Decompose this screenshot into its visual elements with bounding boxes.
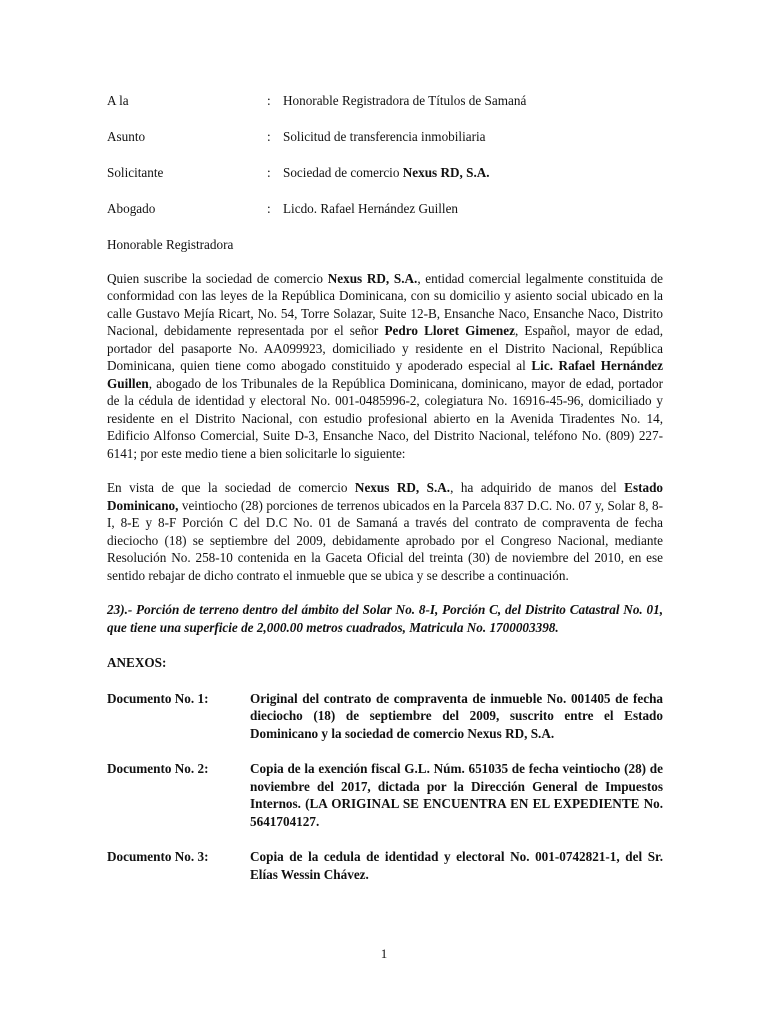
header-value: Solicitud de transferencia inmobiliaria [283, 129, 486, 144]
annex-label: Documento No. 2: [107, 761, 209, 776]
text-run: , Español, mayor de edad, portador del pasaporte No. AA099923, domiciliado y residente en el Distrito Nacional, República Dominicana, quien tiene como abogado constituido y apoderado especial al [107, 323, 663, 373]
salutation: Honorable Registradora [107, 237, 234, 252]
header-row-lawyer [107, 200, 663, 236]
annex-text: Original del contrato de compraventa de inmueble No. 001405 de fecha dieciocho (18) de septiembre del 2009, suscrito entre el Estado Dominicano y la sociedad de comercio Nexus RD, S.A. [250, 690, 663, 741]
header-value: Licdo. Rafael Hernández Guillen [283, 201, 459, 216]
header-colon: : [267, 93, 271, 108]
header-row-applicant [107, 164, 663, 200]
header-label: A la [107, 93, 129, 108]
text-run: Quien suscribe la sociedad de comercio [107, 270, 328, 286]
header-colon: : [267, 129, 271, 144]
header-row-to [107, 92, 663, 128]
bold-run: Nexus RD, S.A. [327, 270, 418, 286]
header-value [283, 164, 663, 182]
body-paragraph-1 [107, 270, 663, 463]
header-label: Asunto [107, 129, 146, 144]
annex-item [107, 760, 663, 830]
annex-label: Documento No. 3: [107, 849, 209, 864]
company-name: Nexus RD, S.A. [402, 165, 490, 180]
body-paragraph-2 [107, 479, 663, 584]
header-label: Abogado [107, 201, 156, 216]
header-label: Solicitante [107, 165, 164, 180]
header-value-text: Sociedad de comercio [283, 165, 403, 180]
text-run: , ha adquirido de manos del [450, 480, 625, 495]
annex-text: Copia de la exención fiscal G.L. Núm. 651035 de fecha veintiocho (28) de noviembre del 2017, dictada por la Dirección General de Impuestos Internos. (LA ORIGINAL SE ENCUENTRA EN EL EXPEDIENTE No. 5641704127. [250, 761, 663, 829]
document-page [107, 92, 663, 883]
annex-label: Documento No. 1: [107, 690, 209, 706]
bold-run: Lic. Rafael Hernández Guillen [107, 358, 663, 391]
header-value: Honorable Registradora de Títulos de Samaná [283, 93, 527, 108]
text-run: , abogado de los Tribunales de la República Dominicana, dominicano, mayor de edad, portador de la cédula de identidad y electoral No. 001-0485996-2, colegiatura No. 16916-45-96, domiciliado y residente en el Distrito Nacional, con estudio profesional abierto en la Avenida Tiradentes No. 14, Edificio Alfonso Comercial, Suite D-3, Ensanche Naco, del Distrito Nacional, teléfono No. (809) 227-6141; por este medio tiene a bien solicitarle lo siguiente: [107, 375, 663, 461]
annex-item [107, 690, 663, 743]
page-number: 1 [380, 946, 388, 961]
text-run: veintiocho (28) porciones de terrenos ubicados en la Parcela 837 D.C. No. 07 y, Solar 8, 8-I, 8-E y 8-F Porción C del D.C No. 01 de Samaná a través del contrato de compraventa de fecha dieciocho (18) se septiembre del 2009, debidamente aprobado por el Congreso Nacional, mediante Resolución No. 258-10 contenida en la Gaceta Oficial del treinta (30) de noviembre del 2010, en ese sentido rebajar de dicho contrato el inmueble que se ubica y se describe a continuación. [107, 497, 663, 583]
annexes-title: ANEXOS: [107, 655, 167, 670]
header-colon: : [267, 201, 271, 216]
annex-item [107, 848, 663, 883]
bold-run: Estado Dominicano, [107, 480, 663, 513]
annex-text: Copia de la cedula de identidad y electoral No. 001-0742821-1, del Sr. Elías Wessin Chávez. [250, 849, 663, 882]
header-row-subject [107, 128, 663, 164]
header-colon: : [267, 165, 271, 180]
bold-run: Nexus RD, S.A. [354, 480, 451, 495]
bold-run: Pedro Lloret Gimenez [384, 323, 515, 338]
property-description: 23).- Porción de terreno dentro del ámbito del Solar No. 8-I, Porción C, del Distrito Catastral No. 01, que tiene una superficie de 2,000.00 metros cuadrados, Matricula No. 1700003398. [107, 602, 663, 635]
text-run: En vista de que la sociedad de comercio [107, 480, 355, 495]
text-run: , entidad comercial legalmente constituida de conformidad con las leyes de la República Dominicana, con su domicilio y asiento social ubicado en la calle Gustavo Mejía Ricart, No. 54, Torre Solazar, Suite 12-B, Ensanche Naco, Ensanche Naco, Distrito Nacional, debidamente representada por el señor [107, 270, 664, 338]
